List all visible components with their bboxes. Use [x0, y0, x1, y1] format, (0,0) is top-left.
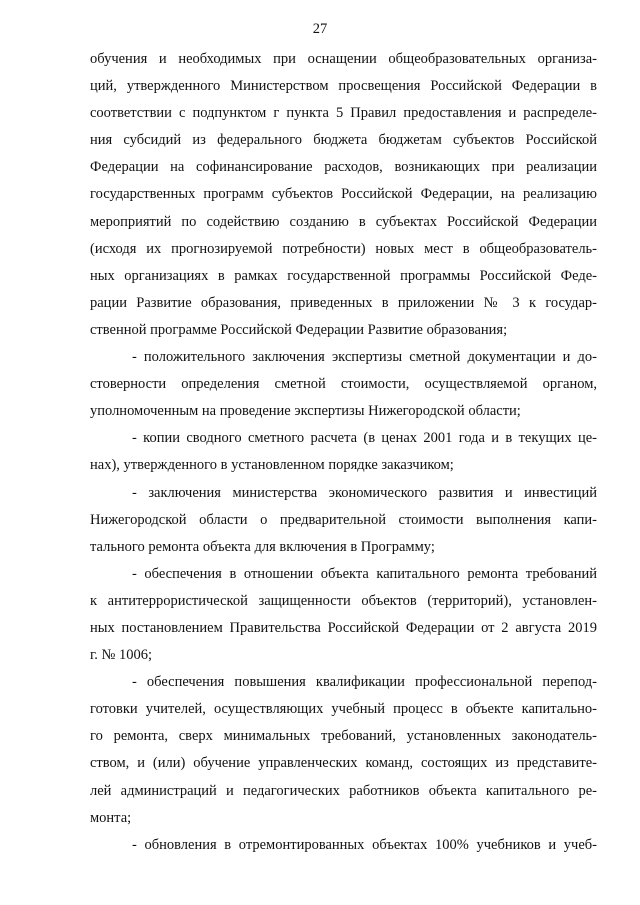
- text-line: к антитеррористической защищенности объектов (территорий), установлен-: [90, 592, 597, 609]
- text-line: государственных программ субъектов Российской Федерации, на реализацию: [90, 186, 597, 203]
- text-line: - положительного заключения экспертизы сметной документации и до-: [132, 349, 597, 366]
- text-line: уполномоченным на проведение экспертизы Нижегородской области;: [90, 403, 521, 420]
- text-line: ций, утвержденного Министерством просвещения Российской Федерации в: [90, 78, 597, 95]
- text-line: рации Развитие образования, приведенных в приложении № 3 к государ-: [90, 294, 597, 311]
- text-line: - заключения министерства экономического развития и инвестиций: [132, 484, 597, 501]
- text-line: ния субсидий из федерального бюджета бюджетам субъектов Российской: [90, 132, 597, 149]
- text-line: ственной программе Российской Федерации Развитие образования;: [90, 321, 508, 338]
- text-line: - обеспечения повышения квалификации профессиональной перепод-: [132, 674, 597, 691]
- text-line: го ремонта, сверх минимальных требований, установленных законодатель-: [90, 728, 597, 745]
- text-line: ных постановлением Правительства Российской Федерации от 2 августа 2019: [90, 619, 597, 636]
- text-line: ством, и (или) обучение управленческих команд, состоящих из представите-: [90, 755, 597, 772]
- text-line: ных организациях в рамках государственной программы Российской Феде-: [90, 267, 597, 284]
- text-line: Нижегородской области о предварительной стоимости выполнения капи-: [90, 511, 597, 528]
- text-line: лей администраций и педагогических работников объекта капитального ре-: [90, 782, 597, 799]
- text-line: - копии сводного сметного расчета (в ценах 2001 года и в текущих це-: [132, 430, 597, 447]
- text-line: (исходя их прогнозируемой потребности) новых мест в общеобразователь-: [90, 240, 597, 257]
- text-line: мероприятий по содействию созданию в субъектах Российской Федерации: [90, 213, 597, 230]
- text-line: готовки учителей, осуществляющих учебный процесс в объекте капитально-: [90, 701, 597, 718]
- text-line: г. № 1006;: [90, 647, 153, 664]
- text-line: нах), утвержденного в установленном порядке заказчиком;: [90, 457, 454, 474]
- text-line: монта;: [90, 809, 132, 826]
- text-line: стоверности определения сметной стоимости, осуществляемой органом,: [90, 376, 597, 393]
- page-number: 27: [312, 21, 328, 37]
- text-line: Федерации на софинансирование расходов, возникающих при реализации: [90, 159, 597, 176]
- text-line: - обновления в отремонтированных объектах 100% учебников и учеб-: [132, 836, 597, 853]
- text-line: тального ремонта объекта для включения в Программу;: [90, 538, 435, 555]
- text-line: соответствии с подпунктом г пункта 5 Правил предоставления и распределе-: [90, 105, 597, 122]
- text-line: обучения и необходимых при оснащении общеобразовательных организа-: [90, 51, 597, 67]
- text-line: - обеспечения в отношении объекта капитального ремонта требований: [132, 565, 597, 582]
- document-body: [90, 46, 597, 859]
